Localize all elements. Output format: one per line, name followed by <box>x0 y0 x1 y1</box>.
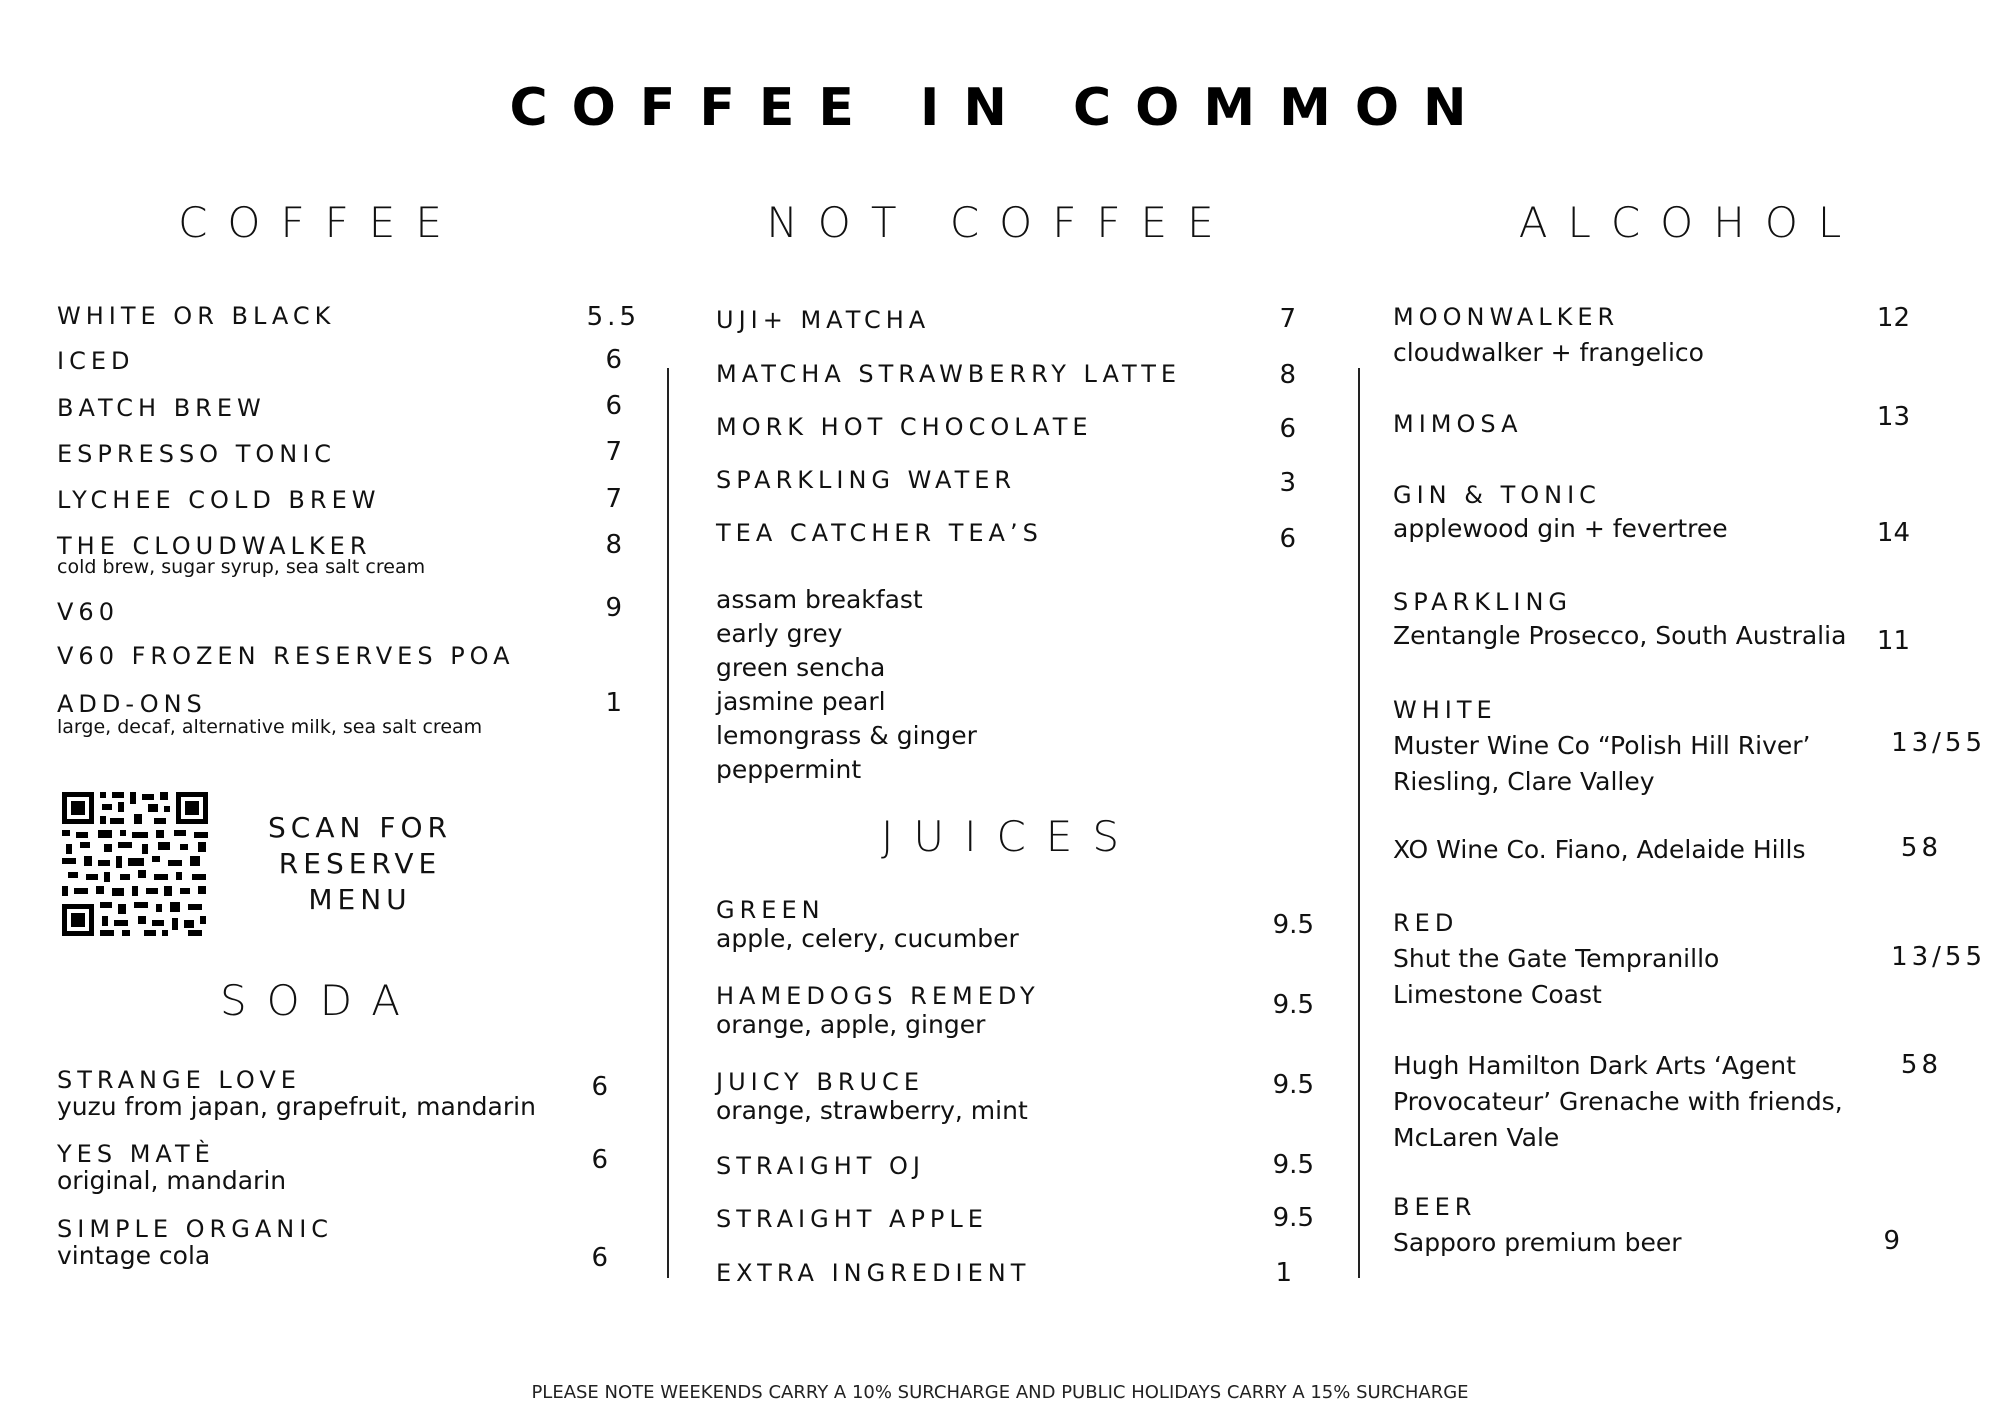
juice-item-name: JUICY BRUCE <box>716 1068 924 1096</box>
coffee-item-name: WHITE OR BLACK <box>57 302 336 330</box>
alcohol-item-price: 12 <box>1876 303 1910 333</box>
coffee-item-name: ICED <box>57 347 135 375</box>
soda-item-price: 6 <box>591 1072 608 1102</box>
soda-item-desc: yuzu from japan, grapefruit, mandarin <box>57 1092 536 1121</box>
coffee-item-name: ADD-ONS <box>57 690 207 718</box>
coffee-item-price: 6 <box>605 391 622 421</box>
not-coffee-item-price: 6 <box>1279 414 1296 444</box>
soda-item-desc: vintage cola <box>57 1241 211 1270</box>
coffee-item-desc: cold brew, sugar syrup, sea salt cream <box>57 556 426 578</box>
alcohol-desc-line: Limestone Coast <box>1393 980 1602 1009</box>
qr-caption-line: RESERVE <box>278 847 442 880</box>
alcohol-item-desc: applewood gin + fevertree <box>1393 514 1728 543</box>
juice-item-price: 9.5 <box>1272 910 1314 940</box>
alcohol-desc-line: Riesling, Clare Valley <box>1393 767 1655 796</box>
juice-item-price: 9.5 <box>1272 1203 1314 1233</box>
surcharge-note: PLEASE NOTE WEEKENDS CARRY A 10% SURCHARGE AND PUBLIC HOLIDAYS CARRY A 15% SURCHARGE <box>531 1382 1469 1403</box>
juice-item-price: 9.5 <box>1272 990 1314 1020</box>
alcohol-item-desc <box>1393 728 1811 800</box>
qr-caption <box>240 810 480 918</box>
tea-list <box>716 583 977 787</box>
alcohol-item-name: SPARKLING <box>1393 588 1573 616</box>
column-divider-right <box>1358 368 1360 1278</box>
not-coffee-item-price: 8 <box>1279 360 1296 390</box>
alcohol-item-name: MOONWALKER <box>1393 303 1620 331</box>
juice-item-price: 9.5 <box>1272 1150 1314 1180</box>
coffee-item-desc: large, decaf, alternative milk, sea salt cream <box>57 716 483 738</box>
not-coffee-item-price: 3 <box>1279 468 1296 498</box>
tea-item: jasmine pearl <box>716 687 886 716</box>
not-coffee-item-price: 6 <box>1279 524 1296 554</box>
coffee-item-price: 8 <box>605 530 622 560</box>
coffee-item-name: V60 <box>57 598 119 626</box>
juices-heading: JUICES <box>880 812 1140 861</box>
alcohol-item-desc: Zentangle Prosecco, South Australia <box>1393 621 1847 650</box>
alcohol-item-desc <box>1393 1048 1843 1156</box>
alcohol-item-price: 11 <box>1876 626 1910 656</box>
qr-caption-line: SCAN FOR <box>268 811 452 844</box>
alcohol-item-name: MIMOSA <box>1393 410 1523 438</box>
juice-item-name: GREEN <box>716 896 825 924</box>
coffee-item-name: V60 FROZEN RESERVES POA <box>57 642 515 670</box>
juice-item-desc: orange, apple, ginger <box>716 1010 986 1039</box>
soda-item-price: 6 <box>591 1243 608 1273</box>
coffee-item-price: 7 <box>605 484 622 514</box>
coffee-item-price: 1 <box>605 688 622 718</box>
coffee-heading: COFFEE <box>178 198 462 247</box>
alcohol-desc-line: Hugh Hamilton Dark Arts ‘Agent <box>1393 1051 1796 1080</box>
alcohol-item-price: 58 <box>1900 1050 1942 1080</box>
coffee-item-price: 7 <box>605 437 622 467</box>
alcohol-item-price: 58 <box>1900 833 1942 863</box>
soda-item-price: 6 <box>591 1145 608 1175</box>
alcohol-item-desc: cloudwalker + frangelico <box>1393 338 1704 367</box>
alcohol-desc-line: Shut the Gate Tempranillo <box>1393 944 1720 973</box>
alcohol-item-name: BEER <box>1393 1193 1477 1221</box>
coffee-item-price: 6 <box>605 345 622 375</box>
alcohol-heading: ALCOHOL <box>1518 198 1862 247</box>
not-coffee-item-name: MATCHA STRAWBERRY LATTE <box>716 360 1182 388</box>
alcohol-item-desc: Sapporo premium beer <box>1393 1228 1682 1257</box>
not-coffee-item-name: MORK HOT CHOCOLATE <box>716 413 1093 441</box>
soda-item-desc: original, mandarin <box>57 1166 287 1195</box>
alcohol-item-price: 13/55 <box>1891 728 1986 758</box>
alcohol-desc-line: McLaren Vale <box>1393 1123 1560 1152</box>
not-coffee-item-name: UJI+ MATCHA <box>716 306 931 334</box>
not-coffee-item-name: TEA CATCHER TEA’S <box>716 519 1043 547</box>
juice-item-name: HAMEDOGS REMEDY <box>716 982 1040 1010</box>
soda-item-name: YES MATÈ <box>57 1140 215 1168</box>
soda-item-name: SIMPLE ORGANIC <box>57 1215 334 1243</box>
coffee-item-price: 5.5 <box>586 302 640 332</box>
juice-item-price: 1 <box>1275 1258 1292 1288</box>
juice-item-name: EXTRA INGREDIENT <box>716 1259 1031 1287</box>
juice-item-name: STRAIGHT APPLE <box>716 1205 988 1233</box>
coffee-item-name: ESPRESSO TONIC <box>57 440 337 468</box>
alcohol-item-name: WHITE <box>1393 696 1497 724</box>
tea-item: peppermint <box>716 755 862 784</box>
alcohol-item-price: 13/55 <box>1891 942 1986 972</box>
juice-item-price: 9.5 <box>1272 1070 1314 1100</box>
coffee-item-name: THE CLOUDWALKER <box>57 532 372 560</box>
coffee-item-price: 9 <box>605 593 622 623</box>
soda-item-name: STRANGE LOVE <box>57 1066 301 1094</box>
alcohol-desc-line: Muster Wine Co “Polish Hill River’ <box>1393 731 1811 760</box>
alcohol-item-name: GIN & TONIC <box>1393 481 1601 509</box>
qr-caption-line: MENU <box>308 883 412 916</box>
alcohol-item-price: 9 <box>1883 1226 1900 1256</box>
not-coffee-heading: NOT COFFEE <box>766 198 1234 247</box>
alcohol-item-desc <box>1393 941 1719 1013</box>
qr-code[interactable] <box>60 790 210 938</box>
not-coffee-item-name: SPARKLING WATER <box>716 466 1017 494</box>
alcohol-item-desc: XO Wine Co. Fiano, Adelaide Hills <box>1393 835 1806 864</box>
menu-title: COFFEE IN COMMON <box>509 78 1491 138</box>
column-divider-left <box>667 368 669 1278</box>
tea-item: green sencha <box>716 653 886 682</box>
tea-item: assam breakfast <box>716 585 923 614</box>
not-coffee-item-price: 7 <box>1279 304 1296 334</box>
alcohol-desc-line: Provocateur’ Grenache with friends, <box>1393 1087 1843 1116</box>
soda-heading: SODA <box>219 976 421 1025</box>
juice-item-name: STRAIGHT OJ <box>716 1152 925 1180</box>
alcohol-item-name: RED <box>1393 909 1459 937</box>
alcohol-item-price: 14 <box>1876 518 1910 548</box>
juice-item-desc: apple, celery, cucumber <box>716 924 1019 953</box>
coffee-item-name: LYCHEE COLD BREW <box>57 486 381 514</box>
alcohol-item-price: 13 <box>1876 402 1910 432</box>
coffee-item-name: BATCH BREW <box>57 394 266 422</box>
tea-item: early grey <box>716 619 843 648</box>
juice-item-desc: orange, strawberry, mint <box>716 1096 1028 1125</box>
tea-item: lemongrass & ginger <box>716 721 977 750</box>
